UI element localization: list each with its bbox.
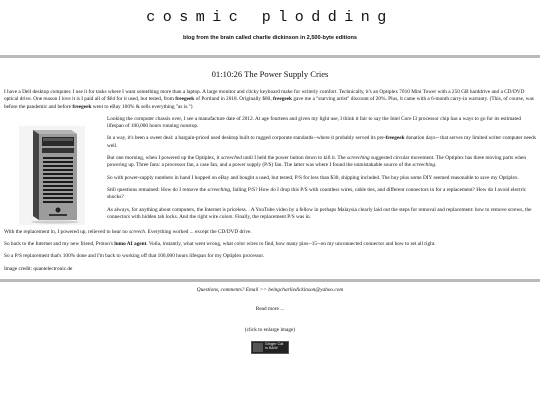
post-paragraph-8: With the replacement in, I powered up, relieved to hear no screech. Everything worked ... except the CD/DVD drive. xyxy=(4,228,252,235)
post-paragraph-9: So back to the Internet and my new friend, Proton's lumo AI agent. Voila, instantly, what went wrong, what color wires to find, how many pins--15--on my unconnected connector and how to set all right. xyxy=(4,241,436,248)
contact-email-link[interactable]: Questions, comments? Email >> beingcharliedickinson@yahoo.com xyxy=(196,287,344,294)
desktop-tower-image[interactable] xyxy=(19,126,85,225)
thumbnail-caption: Ginger Cat in B&W xyxy=(265,342,284,351)
post-title: 01:10:26 The Power Supply Cries xyxy=(211,69,329,79)
site-subtitle: blog from the brain called charlie dickinson in 2,500-byte editions xyxy=(182,35,358,41)
thumbnail-photo xyxy=(253,343,263,352)
blog-post xyxy=(0,69,540,273)
post-paragraph-1: I have a Dell desktop computer. I use it for tasks where I want something more than a laptop. A large monitor and clicky keyboard make for writerly comfort. Technically, it's an Optiplex 7010 Mini Tower with a 250 GB harddrive and a CD/DVD optical drive. One reason I love it is I paid all of $64 for it used, but tested, from freegeek of Portland in 2018. Originally $80, freegeek gave me a "starving artist" discount of 20%. Plus, it came with a 6-month carry-in warranty. (This, of course, was before the pandemic and before freegeek went to eBay 100% & sells everything "as is.") xyxy=(4,89,534,110)
post-paragraph-7: As always, for anything about computers, the Internet is priceless. . A YouTube video by a fellow in perhaps Malaysia clearly laid out the steps for removal and replacement: how to remove screws, the connectors with hidden tab locks. And the right wire colors. Finally, the replacement P/S was in. xyxy=(107,206,532,220)
image-credit: Image credit: quantelectronic.de xyxy=(4,265,73,272)
post-paragraph-4: But one morning, when I powered up the Optiplex, it screeched until I held the power button down to kill it. The screeching suggested circular movement. The Optiplex has three moving parts when powering up. Three fans: a processor fan, a case fan, and a power supply (P/S) fan. The latter was where I found the unmistakable source of the screeching. xyxy=(107,155,526,169)
post-paragraph-6: Still questions remained: How do I remove the screeching, failing P/S? How do I drop this P/S with countless wires, cable ties, and different connectors in for a replacement? How do I avoid electric shocks? xyxy=(107,186,527,201)
post-paragraph-3: In a way, it's been a sweet deal: a bargain-priced used desktop built to rugged corporate standards--where it probably served its pre-freegeek donation days-- that serves my limited writer computer needs well. xyxy=(107,135,536,149)
masthead xyxy=(0,0,540,55)
footer-divider xyxy=(0,279,540,282)
post-paragraph-2: Looking the computer chassis over, I see a manufacture date of 2012. At age fourteen and given my light use, I think it fair to say the Intel Core I3 processor chip has a ways to go for its estimated lifespan of 100,000 hours running nonstop. xyxy=(107,115,522,130)
site-title[interactable]: cosmic plodding xyxy=(146,9,394,26)
enlarge-image-hint: (click to enlarge image) xyxy=(244,327,296,334)
ginger-cat-thumbnail[interactable] xyxy=(251,341,289,354)
read-more-link[interactable]: Read more ... xyxy=(255,306,285,313)
header-divider xyxy=(0,55,540,58)
post-paragraph-10: So a P/S replacement that's 100% done and I'm back to working off that 100,000 hours lifespan for my Optiplex processor. xyxy=(4,253,265,260)
footer xyxy=(0,287,540,356)
image-section xyxy=(4,116,536,229)
post-paragraph-5: So with power-supply numbers in hand I hopped on eBay and bought a used, but tested, P/S for less than $30, shipping included. The buy plus some DIY seemed reasonable to save my Optiplex. xyxy=(107,174,519,181)
